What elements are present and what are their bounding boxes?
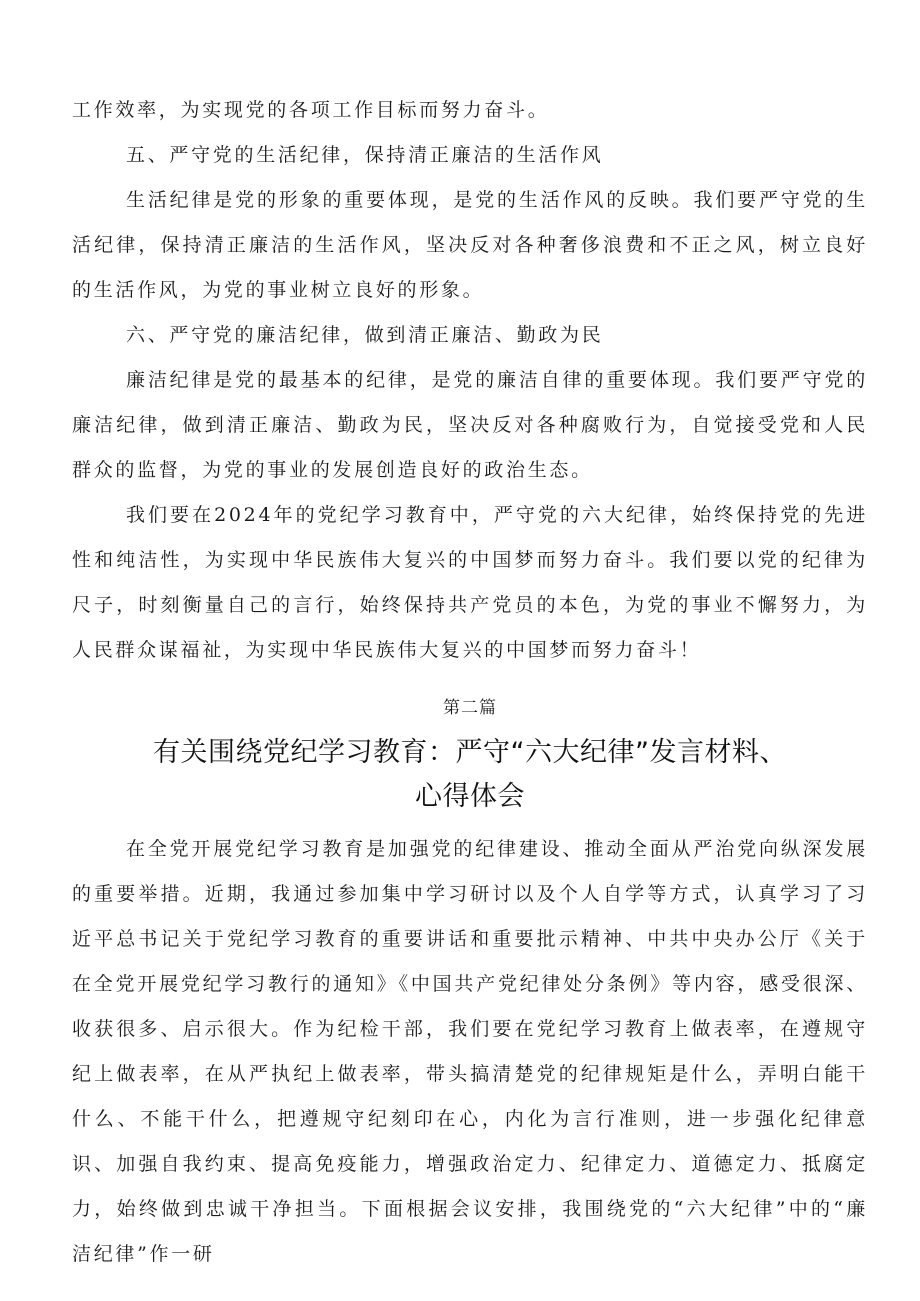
section-heading-five: 五、严守党的生活纪律，保持清正廉洁的生活作风: [126, 144, 604, 166]
document-title: [72, 731, 868, 819]
paragraph-intro: 在全党开展党纪学习教育是加强党的纪律建设、推动全面从严治党向纵深发展的重要举措。近期，我通过参加集中学习研讨以及个人自学等方式，认真学习了习近平总书记关于党纪学习教育的重要讲话和重要批示精神、中共中央办公厅《关于在全党开展党纪学习教行的通知》《中国共产党纪律处分条例》等内容，感受很深、收获很多、启示很大。作为纪检干部，我们要在党纪学习教育上做表率，在遵规守纪上做表率，在从严执纪上做表率，带头搞清楚党的纪律规矩是什么，弄明白能干什么、不能干什么，把遵规守纪刻印在心，内化为言行准则，进一步强化纪律意识、加强自我约束、提高免疫能力，增强政治定力、纪律定力、道德定力、抵腐定力，始终做到忠诚干净担当。下面根据会议安排，我围绕党的“六大纪律”中的“廉洁纪律”作一研: [72, 838, 868, 1265]
part-label: 第二篇: [443, 698, 497, 718]
paragraph-life-discipline: 生活纪律是党的形象的重要体现，是党的生活作风的反映。我们要严守党的生活纪律，保持清正廉洁的生活作风，坚决反对各种奢侈浪费和不正之风，树立良好的生活作风，为党的事业树立良好的形象。: [72, 189, 868, 301]
paragraph-integrity-discipline: 廉洁纪律是党的最基本的纪律，是党的廉洁自律的重要体现。我们要严守党的廉洁纪律，做到清正廉洁、勤政为民，坚决反对各种腐败行为，自觉接受党和人民群众的监督，为党的事业的发展创造良好的政治生态。: [72, 369, 868, 481]
section-heading-six: 六、严守党的廉洁纪律，做到清正廉洁、勤政为民: [126, 324, 604, 346]
document-title-line-1: 有关围绕党纪学习教育：严守“六大纪律”发言材料、: [153, 737, 787, 768]
paragraph-continuation: 工作效率，为实现党的各项工作目标而努力奋斗。: [72, 99, 550, 121]
document-title-line-2: 心得体会: [415, 781, 525, 812]
paragraph-conclusion: 我们要在2024年的党纪学习教育中，严守党的六大纪律，始终保持党的先进性和纯洁性，为实现中华民族伟大复兴的中国梦而努力奋斗。我们要以党的纪律为尺子，时刻衡量自己的言行，始终保持共产党员的本色，为党的事业不懈努力，为人民群众谋福祉，为实现中华民族伟大复兴的中国梦而努力奋斗！: [72, 504, 868, 661]
